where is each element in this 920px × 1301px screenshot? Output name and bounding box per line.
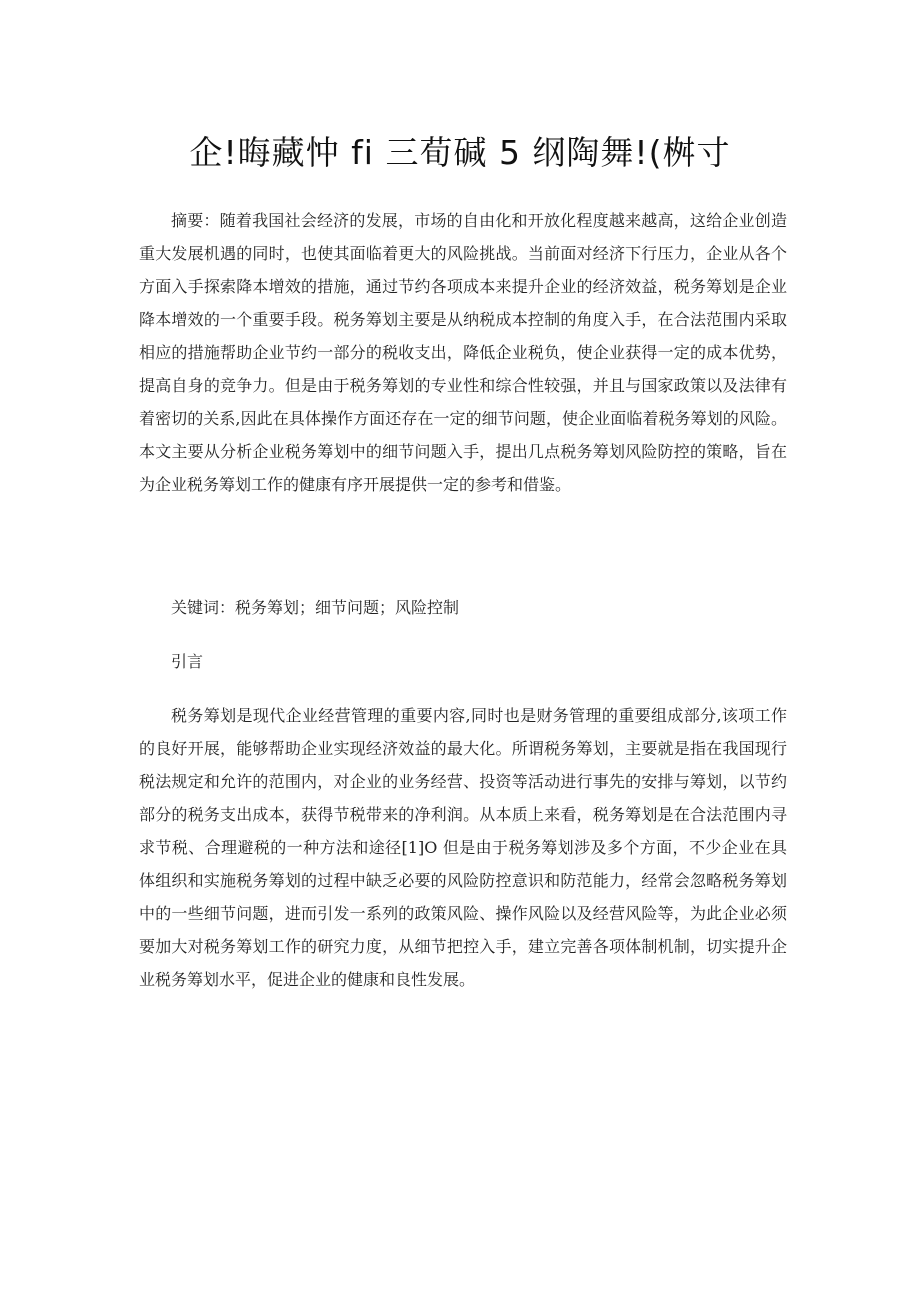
document-title: 企!晦藏忡 fi 三荀碱 5 纲陶舞!(桝寸 — [189, 133, 731, 172]
abstract-label: 摘要： — [171, 211, 220, 230]
keywords-paragraph — [139, 591, 787, 624]
abstract-text: 随着我国社会经济的发展，市场的自由化和开放化程度越来越高，这给企业创造重大发展机遇的同时，也使其面临着更大的风险挑战。当前面对经济下行压力，企业从各个方面入手探索降本增效的措施，通过节约各项成本来提升企业的经济效益，税务筹划是企业降本增效的一个重要手段。税务筹划主要是从纳税成本控制的角度入手，在合法范围内采取相应的措施帮助企业节约一部分的税收支出，降低企业税负，使企业获得一定的成本优势，提高自身的竞争力。但是由于税务筹划的专业性和综合性较强，并且与国家政策以及法律有着密切的关系,因此在具体操作方面还存在一定的细节问题，使企业面临着税务筹划的风险。本文主要从分析企业税务筹划中的细节问题入手，提出几点税务筹划风险防控的策略，旨在为企业税务筹划工作的健康有序开展提供一定的参考和借鉴。 — [139, 211, 787, 494]
section-heading-introduction: 引言 — [171, 652, 204, 671]
abstract-paragraph — [139, 204, 787, 501]
introduction-paragraph: 税务筹划是现代企业经营管理的重要内容,同时也是财务管理的重要组成部分,该项工作的良好开展，能够帮助企业实现经济效益的最大化。所谓税务筹划，主要就是指在我国现行税法规定和允许的范围内，对企业的业务经营、投资等活动进行事先的安排与筹划，以节约部分的税务支出成本，获得节税带来的净利润。从本质上来看，税务筹划是在合法范围内寻求节税、合理避税的一种方法和途径[1]O 但是由于税务筹划涉及多个方面，不少企业在具体组织和实施税务筹划的过程中缺乏必要的风险防控意识和防范能力，经常会忽略税务筹划中的一些细节问题，进而引发一系列的政策风险、操作风险以及经营风险等，为此企业必须要加大对税务筹划工作的研究力度，从细节把控入手，建立完善各项体制机制，切实提升企业税务筹划水平，促进企业的健康和良性发展。 — [139, 706, 787, 989]
keywords-text: 税务筹划；细节问题；风险控制 — [235, 598, 460, 617]
keywords-label: 关键词： — [171, 598, 236, 617]
